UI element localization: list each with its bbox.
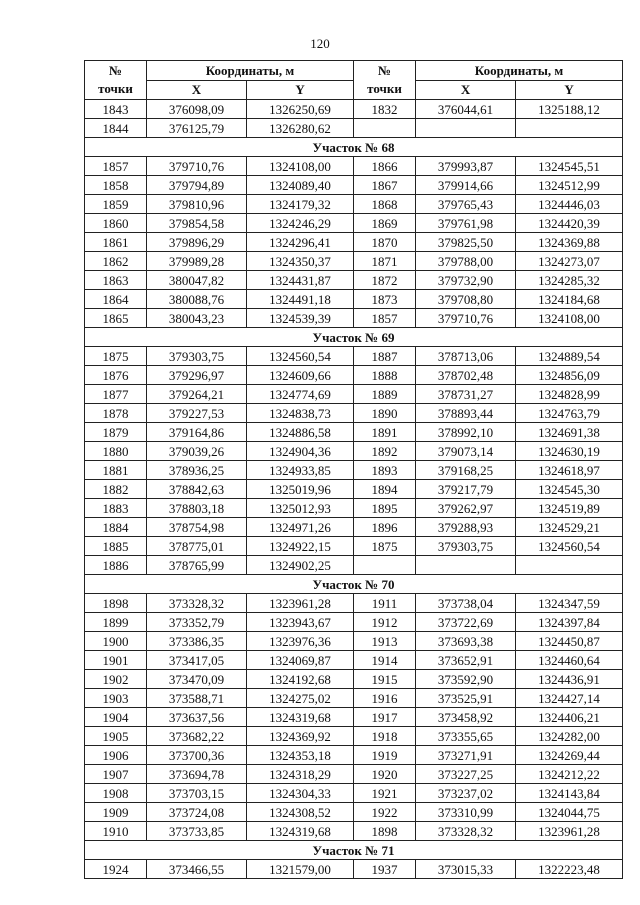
table-row: [85, 613, 623, 632]
table-row: [85, 480, 623, 499]
no-sign: №: [377, 63, 392, 78]
point-number-cell: 1832: [354, 100, 416, 119]
point-number-cell: 1882: [85, 480, 147, 499]
y-header-right: Y: [516, 80, 623, 100]
point-number-cell: 1909: [85, 803, 147, 822]
x-coordinate-cell: 373700,36: [147, 746, 247, 765]
table-row: [85, 176, 623, 195]
y-coordinate-cell: 1325188,12: [516, 100, 623, 119]
y-coordinate-cell: 1324971,26: [247, 518, 354, 537]
x-coordinate-cell: 378702,48: [416, 366, 516, 385]
point-number-cell: 1889: [354, 385, 416, 404]
table-row: [85, 385, 623, 404]
x-coordinate-cell: 379989,28: [147, 252, 247, 271]
point-number-cell: 1912: [354, 613, 416, 632]
y-coordinate-cell: 1324273,07: [516, 252, 623, 271]
table-row: [85, 670, 623, 689]
y-coordinate-cell: 1324275,02: [247, 689, 354, 708]
y-coordinate-cell: 1321579,00: [247, 860, 354, 879]
table-row: [85, 233, 623, 252]
y-coordinate-cell: 1323961,28: [247, 594, 354, 613]
y-coordinate-cell: 1324089,40: [247, 176, 354, 195]
x-coordinate-cell: 378992,10: [416, 423, 516, 442]
section-title: Участок № 71: [85, 841, 623, 860]
y-coordinate-cell: 1324044,75: [516, 803, 623, 822]
x-coordinate-cell: 379810,96: [147, 195, 247, 214]
point-number-cell: 1872: [354, 271, 416, 290]
y-coordinate-cell: 1324347,59: [516, 594, 623, 613]
x-coordinate-cell: 373458,92: [416, 708, 516, 727]
point-number-cell: 1861: [85, 233, 147, 252]
table-row: [85, 803, 623, 822]
y-coordinate-cell: 1324436,91: [516, 670, 623, 689]
point-number-cell: 1916: [354, 689, 416, 708]
y-coordinate-cell: 1324902,25: [247, 556, 354, 575]
x-coordinate-cell: 373355,65: [416, 727, 516, 746]
y-coordinate-cell: 1324838,73: [247, 404, 354, 423]
point-number-cell: 1857: [354, 309, 416, 328]
x-coordinate-cell: 378731,27: [416, 385, 516, 404]
point-number-header-right: [354, 61, 416, 100]
y-coordinate-cell: 1324353,18: [247, 746, 354, 765]
point-number-cell: 1873: [354, 290, 416, 309]
point-number-cell: 1844: [85, 119, 147, 138]
table-row: [85, 746, 623, 765]
section-row: [85, 138, 623, 157]
table-row: [85, 727, 623, 746]
point-number-cell: 1908: [85, 784, 147, 803]
y-coordinate-cell: 1324630,19: [516, 442, 623, 461]
y-coordinate-cell: [516, 556, 623, 575]
x-coordinate-cell: 378842,63: [147, 480, 247, 499]
y-coordinate-cell: 1325012,93: [247, 499, 354, 518]
x-coordinate-cell: 379262,97: [416, 499, 516, 518]
x-coordinate-cell: 379303,75: [416, 537, 516, 556]
x-coordinate-cell: 379825,50: [416, 233, 516, 252]
table-row: [85, 651, 623, 670]
point-number-cell: 1893: [354, 461, 416, 480]
y-coordinate-cell: 1323976,36: [247, 632, 354, 651]
table-row: [85, 366, 623, 385]
y-coordinate-cell: 1324397,84: [516, 613, 623, 632]
y-coordinate-cell: 1324828,99: [516, 385, 623, 404]
point-number-cell: 1864: [85, 290, 147, 309]
no-sign: №: [108, 63, 123, 78]
section-row: [85, 328, 623, 347]
point-number-cell: 1899: [85, 613, 147, 632]
x-coordinate-cell: 379073,14: [416, 442, 516, 461]
x-coordinate-cell: 373310,99: [416, 803, 516, 822]
x-coordinate-cell: 373694,78: [147, 765, 247, 784]
point-number-cell: 1888: [354, 366, 416, 385]
table-row: [85, 765, 623, 784]
y-coordinate-cell: 1324431,87: [247, 271, 354, 290]
point-number-header-left: [85, 61, 147, 100]
y-coordinate-cell: 1324560,54: [247, 347, 354, 366]
y-coordinate-cell: 1324933,85: [247, 461, 354, 480]
x-coordinate-cell: 373227,25: [416, 765, 516, 784]
x-coordinate-cell: 380088,76: [147, 290, 247, 309]
point-number-cell: [354, 119, 416, 138]
y-coordinate-cell: 1324350,37: [247, 252, 354, 271]
point-number-cell: 1892: [354, 442, 416, 461]
table-row: [85, 556, 623, 575]
table-row: [85, 347, 623, 366]
x-coordinate-cell: 373237,02: [416, 784, 516, 803]
point-number-cell: 1917: [354, 708, 416, 727]
y-coordinate-cell: 1324269,44: [516, 746, 623, 765]
point-number-cell: 1918: [354, 727, 416, 746]
y-coordinate-cell: 1324529,21: [516, 518, 623, 537]
y-coordinate-cell: 1324318,29: [247, 765, 354, 784]
x-coordinate-cell: 373637,56: [147, 708, 247, 727]
x-coordinate-cell: 379732,90: [416, 271, 516, 290]
x-coordinate-cell: 373703,15: [147, 784, 247, 803]
section-title: Участок № 70: [85, 575, 623, 594]
x-coordinate-cell: 379710,76: [416, 309, 516, 328]
point-number-cell: 1922: [354, 803, 416, 822]
y-coordinate-cell: 1324618,97: [516, 461, 623, 480]
x-coordinate-cell: 376044,61: [416, 100, 516, 119]
point-number-cell: 1871: [354, 252, 416, 271]
y-coordinate-cell: 1324296,41: [247, 233, 354, 252]
table-row: [85, 499, 623, 518]
point-number-cell: 1890: [354, 404, 416, 423]
x-coordinate-cell: 373738,04: [416, 594, 516, 613]
y-coordinate-cell: 1324691,38: [516, 423, 623, 442]
point-label: точки: [98, 81, 133, 96]
point-number-cell: 1843: [85, 100, 147, 119]
y-coordinate-cell: 1324179,32: [247, 195, 354, 214]
x-coordinate-cell: 378936,25: [147, 461, 247, 480]
point-number-cell: 1879: [85, 423, 147, 442]
x-coordinate-cell: 376098,09: [147, 100, 247, 119]
x-coordinate-cell: 373328,32: [147, 594, 247, 613]
point-number-cell: 1919: [354, 746, 416, 765]
y-coordinate-cell: 1324774,69: [247, 385, 354, 404]
table-row: [85, 157, 623, 176]
x-coordinate-cell: 373722,69: [416, 613, 516, 632]
point-number-cell: 1862: [85, 252, 147, 271]
table-row: [85, 271, 623, 290]
x-coordinate-cell: 373386,35: [147, 632, 247, 651]
point-number-cell: 1870: [354, 233, 416, 252]
table-row: [85, 214, 623, 233]
section-title: Участок № 69: [85, 328, 623, 347]
x-coordinate-cell: 379993,87: [416, 157, 516, 176]
point-number-cell: 1876: [85, 366, 147, 385]
x-coordinate-cell: 373352,79: [147, 613, 247, 632]
point-label: точки: [367, 81, 402, 96]
y-coordinate-cell: 1324856,09: [516, 366, 623, 385]
x-coordinate-cell: 379288,93: [416, 518, 516, 537]
x-coordinate-cell: 373525,91: [416, 689, 516, 708]
y-coordinate-cell: 1324319,68: [247, 708, 354, 727]
table-row: [85, 252, 623, 271]
point-number-cell: 1913: [354, 632, 416, 651]
y-coordinate-cell: 1324069,87: [247, 651, 354, 670]
y-coordinate-cell: 1324406,21: [516, 708, 623, 727]
y-coordinate-cell: 1324108,00: [247, 157, 354, 176]
point-number-cell: 1896: [354, 518, 416, 537]
y-coordinate-cell: 1324319,68: [247, 822, 354, 841]
y-coordinate-cell: 1324609,66: [247, 366, 354, 385]
y-coordinate-cell: 1324108,00: [516, 309, 623, 328]
y-coordinate-cell: 1324512,99: [516, 176, 623, 195]
point-number-cell: 1881: [85, 461, 147, 480]
x-coordinate-cell: [416, 556, 516, 575]
x-coordinate-cell: 379227,53: [147, 404, 247, 423]
point-number-cell: 1877: [85, 385, 147, 404]
y-coordinate-cell: 1324427,14: [516, 689, 623, 708]
x-coordinate-cell: 378754,98: [147, 518, 247, 537]
y-coordinate-cell: 1324519,89: [516, 499, 623, 518]
y-coordinate-cell: 1324922,15: [247, 537, 354, 556]
x-coordinate-cell: 379168,25: [416, 461, 516, 480]
x-coordinate-cell: 379914,66: [416, 176, 516, 195]
y-coordinate-cell: 1324369,92: [247, 727, 354, 746]
y-coordinate-cell: 1326280,62: [247, 119, 354, 138]
point-number-cell: 1915: [354, 670, 416, 689]
table-row: [85, 632, 623, 651]
point-number-cell: 1924: [85, 860, 147, 879]
point-number-cell: [354, 556, 416, 575]
point-number-cell: 1878: [85, 404, 147, 423]
x-coordinate-cell: 373592,90: [416, 670, 516, 689]
point-number-cell: 1859: [85, 195, 147, 214]
x-coordinate-cell: 378893,44: [416, 404, 516, 423]
x-coordinate-cell: 379708,80: [416, 290, 516, 309]
x-coordinate-cell: 379164,86: [147, 423, 247, 442]
x-coordinate-cell: 378803,18: [147, 499, 247, 518]
y-coordinate-cell: 1324282,00: [516, 727, 623, 746]
point-number-cell: 1914: [354, 651, 416, 670]
x-coordinate-cell: 373682,22: [147, 727, 247, 746]
y-coordinate-cell: 1324304,33: [247, 784, 354, 803]
table-row: [85, 461, 623, 480]
y-coordinate-cell: 1324539,39: [247, 309, 354, 328]
x-coordinate-cell: 380047,82: [147, 271, 247, 290]
x-coordinate-cell: 379296,97: [147, 366, 247, 385]
y-coordinate-cell: 1324545,30: [516, 480, 623, 499]
point-number-cell: 1860: [85, 214, 147, 233]
x-coordinate-cell: 378713,06: [416, 347, 516, 366]
point-number-cell: 1901: [85, 651, 147, 670]
x-coordinate-cell: 373652,91: [416, 651, 516, 670]
coordinates-table: [84, 60, 623, 879]
point-number-cell: 1895: [354, 499, 416, 518]
x-coordinate-cell: 373733,85: [147, 822, 247, 841]
point-number-cell: 1867: [354, 176, 416, 195]
section-row: [85, 841, 623, 860]
table-row: [85, 442, 623, 461]
y-coordinate-cell: 1324446,03: [516, 195, 623, 214]
table-row: [85, 784, 623, 803]
table-row: [85, 860, 623, 879]
point-number-cell: 1907: [85, 765, 147, 784]
point-number-cell: 1875: [354, 537, 416, 556]
y-coordinate-cell: 1324560,54: [516, 537, 623, 556]
section-title: Участок № 68: [85, 138, 623, 157]
point-number-cell: 1898: [354, 822, 416, 841]
point-number-cell: 1910: [85, 822, 147, 841]
x-coordinate-cell: 379854,58: [147, 214, 247, 233]
x-coordinate-cell: 379761,98: [416, 214, 516, 233]
table-row: [85, 404, 623, 423]
point-number-cell: 1900: [85, 632, 147, 651]
point-number-cell: 1903: [85, 689, 147, 708]
x-coordinate-cell: 376125,79: [147, 119, 247, 138]
point-number-cell: 1905: [85, 727, 147, 746]
point-number-cell: 1883: [85, 499, 147, 518]
y-coordinate-cell: 1324460,64: [516, 651, 623, 670]
y-coordinate-cell: 1323961,28: [516, 822, 623, 841]
point-number-cell: 1886: [85, 556, 147, 575]
y-coordinate-cell: [516, 119, 623, 138]
x-coordinate-cell: 373417,05: [147, 651, 247, 670]
table-row: [85, 423, 623, 442]
x-coordinate-cell: 379710,76: [147, 157, 247, 176]
point-number-cell: 1875: [85, 347, 147, 366]
table-row: [85, 689, 623, 708]
table-row: [85, 708, 623, 727]
y-coordinate-cell: 1325019,96: [247, 480, 354, 499]
x-coordinate-cell: 379765,43: [416, 195, 516, 214]
point-number-cell: 1911: [354, 594, 416, 613]
point-number-cell: 1858: [85, 176, 147, 195]
point-number-cell: 1921: [354, 784, 416, 803]
x-coordinate-cell: 378765,99: [147, 556, 247, 575]
y-coordinate-cell: 1324420,39: [516, 214, 623, 233]
y-coordinate-cell: 1324763,79: [516, 404, 623, 423]
table-header: [85, 61, 623, 100]
x-coordinate-cell: 373693,38: [416, 632, 516, 651]
x-coordinate-cell: 373015,33: [416, 860, 516, 879]
coords-header-right: Координаты, м: [416, 61, 623, 81]
point-number-cell: 1868: [354, 195, 416, 214]
table-row: [85, 290, 623, 309]
y-coordinate-cell: 1324886,58: [247, 423, 354, 442]
point-number-cell: 1920: [354, 765, 416, 784]
point-number-cell: 1885: [85, 537, 147, 556]
y-coordinate-cell: 1324285,32: [516, 271, 623, 290]
point-number-cell: 1902: [85, 670, 147, 689]
point-number-cell: 1884: [85, 518, 147, 537]
x-coordinate-cell: [416, 119, 516, 138]
table-body: [85, 100, 623, 879]
x-header-right: X: [416, 80, 516, 100]
page-number: 120: [310, 36, 330, 51]
x-coordinate-cell: 379264,21: [147, 385, 247, 404]
x-coordinate-cell: 373724,08: [147, 803, 247, 822]
x-coordinate-cell: 373466,55: [147, 860, 247, 879]
point-number-cell: 1880: [85, 442, 147, 461]
y-coordinate-cell: 1324889,54: [516, 347, 623, 366]
y-coordinate-cell: 1324246,29: [247, 214, 354, 233]
x-header-left: X: [147, 80, 247, 100]
table-row: [85, 100, 623, 119]
point-number-cell: 1891: [354, 423, 416, 442]
y-coordinate-cell: 1323943,67: [247, 613, 354, 632]
x-coordinate-cell: 373588,71: [147, 689, 247, 708]
y-coordinate-cell: 1324491,18: [247, 290, 354, 309]
y-coordinate-cell: 1324904,36: [247, 442, 354, 461]
x-coordinate-cell: 379896,29: [147, 233, 247, 252]
table-row: [85, 119, 623, 138]
point-number-cell: 1869: [354, 214, 416, 233]
table-row: [85, 518, 623, 537]
y-coordinate-cell: 1322223,48: [516, 860, 623, 879]
y-header-left: Y: [247, 80, 354, 100]
point-number-cell: 1894: [354, 480, 416, 499]
x-coordinate-cell: 379217,79: [416, 480, 516, 499]
table-row: [85, 309, 623, 328]
point-number-cell: 1865: [85, 309, 147, 328]
point-number-cell: 1937: [354, 860, 416, 879]
x-coordinate-cell: 373271,91: [416, 746, 516, 765]
y-coordinate-cell: 1324308,52: [247, 803, 354, 822]
y-coordinate-cell: 1324545,51: [516, 157, 623, 176]
y-coordinate-cell: 1324143,84: [516, 784, 623, 803]
point-number-cell: 1857: [85, 157, 147, 176]
point-number-cell: 1863: [85, 271, 147, 290]
point-number-cell: 1898: [85, 594, 147, 613]
x-coordinate-cell: 379794,89: [147, 176, 247, 195]
x-coordinate-cell: 379303,75: [147, 347, 247, 366]
x-coordinate-cell: 379788,00: [416, 252, 516, 271]
y-coordinate-cell: 1324450,87: [516, 632, 623, 651]
y-coordinate-cell: 1326250,69: [247, 100, 354, 119]
table-row: [85, 822, 623, 841]
table-row: [85, 594, 623, 613]
coords-header-left: Координаты, м: [147, 61, 354, 81]
x-coordinate-cell: 379039,26: [147, 442, 247, 461]
x-coordinate-cell: 380043,23: [147, 309, 247, 328]
point-number-cell: 1904: [85, 708, 147, 727]
point-number-cell: 1887: [354, 347, 416, 366]
point-number-cell: 1866: [354, 157, 416, 176]
section-row: [85, 575, 623, 594]
point-number-cell: 1906: [85, 746, 147, 765]
x-coordinate-cell: 373328,32: [416, 822, 516, 841]
table-row: [85, 195, 623, 214]
y-coordinate-cell: 1324369,88: [516, 233, 623, 252]
table-row: [85, 537, 623, 556]
x-coordinate-cell: 378775,01: [147, 537, 247, 556]
y-coordinate-cell: 1324212,22: [516, 765, 623, 784]
y-coordinate-cell: 1324184,68: [516, 290, 623, 309]
y-coordinate-cell: 1324192,68: [247, 670, 354, 689]
x-coordinate-cell: 373470,09: [147, 670, 247, 689]
